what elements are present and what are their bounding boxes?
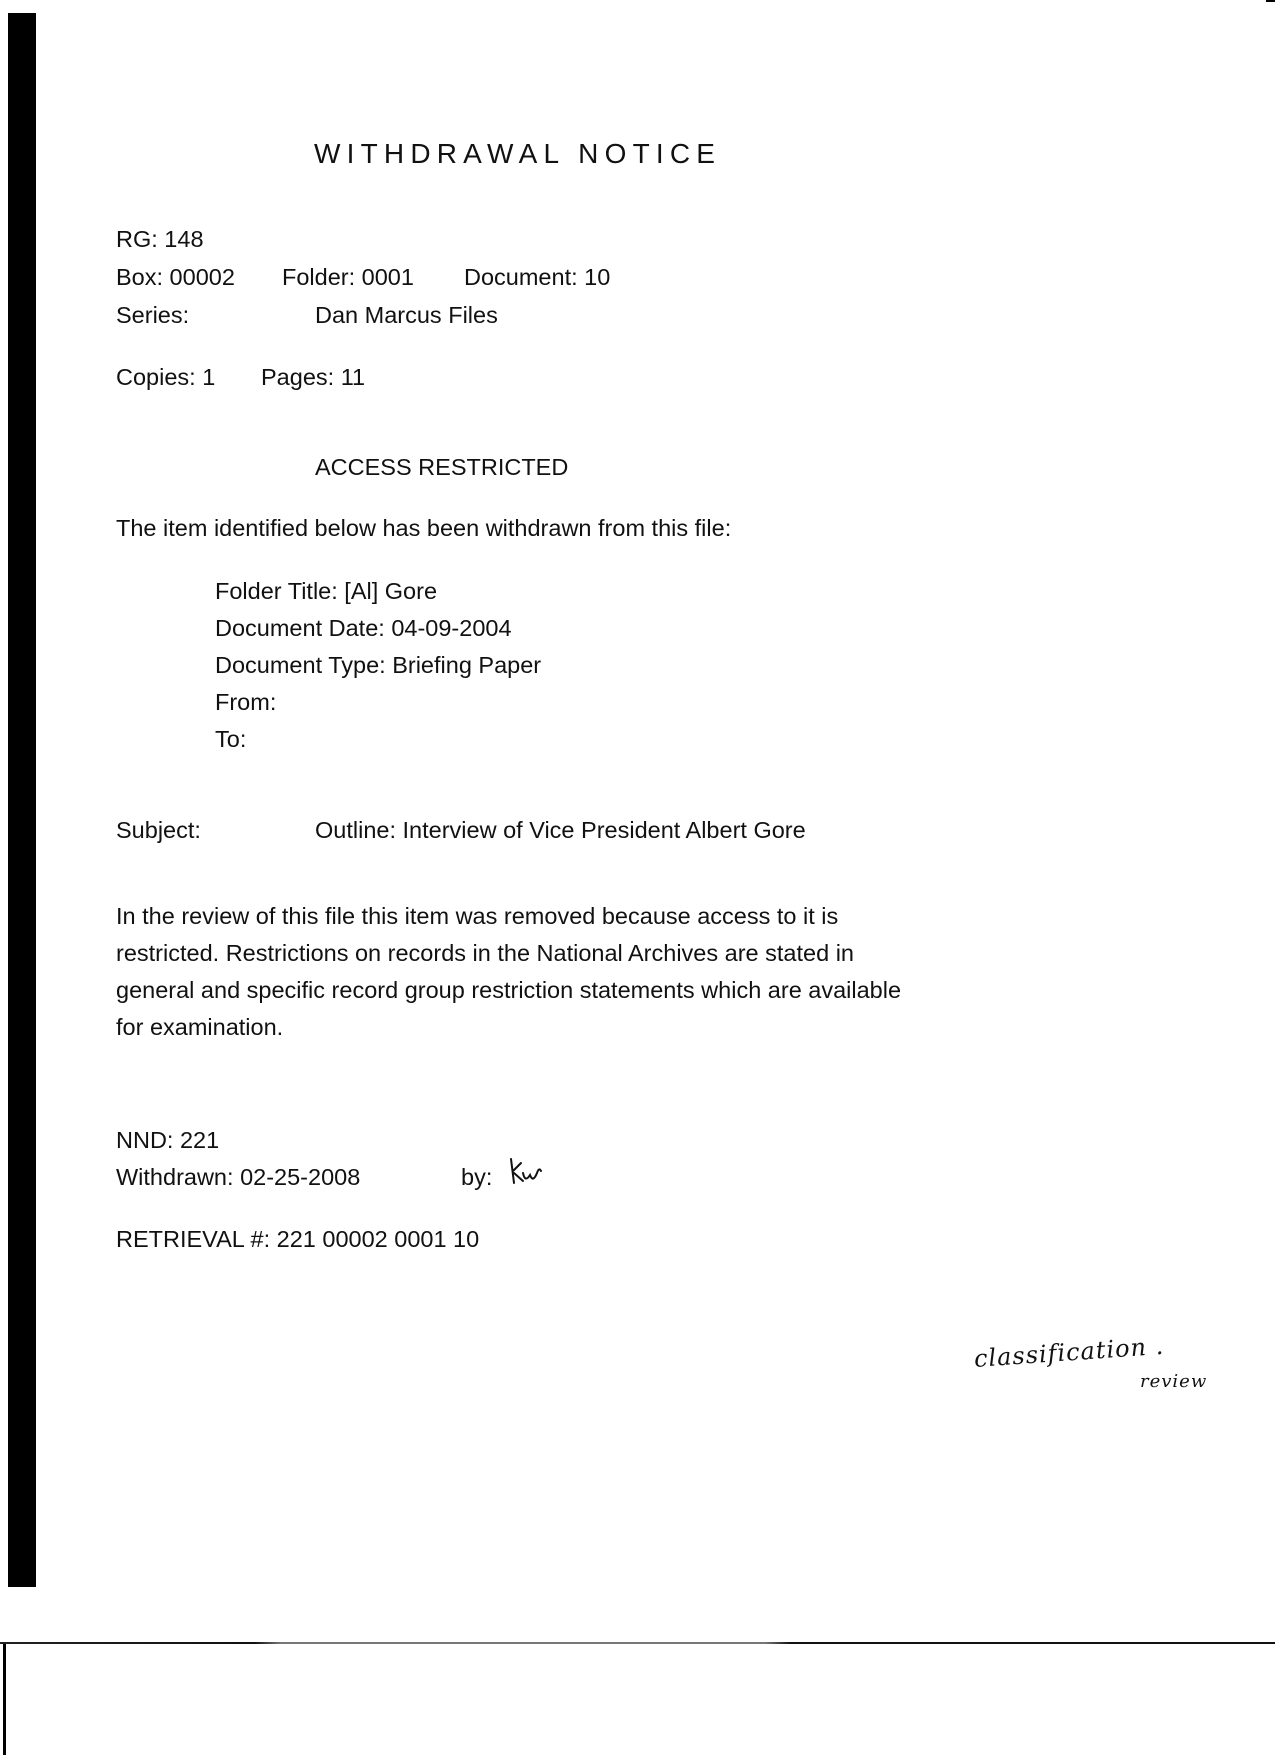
withdrawn-by-label: by: bbox=[461, 1164, 493, 1190]
intro-text: The item identified below has been withdrawn from this file: bbox=[116, 515, 732, 541]
copies-count: Copies: 1 bbox=[116, 364, 216, 390]
document-number: Document: 10 bbox=[464, 264, 611, 290]
explanation-line: general and specific record group restriction statements which are available bbox=[116, 977, 902, 1003]
pages-count: Pages: 11 bbox=[261, 364, 366, 390]
document-type: Document Type: Briefing Paper bbox=[215, 652, 542, 678]
page-title: WITHDRAWAL NOTICE bbox=[314, 138, 722, 169]
annotation-line-1: classification . bbox=[973, 1331, 1166, 1373]
retrieval-number: RETRIEVAL #: 221 00002 0001 10 bbox=[116, 1226, 480, 1252]
annotation-line-2: review bbox=[1140, 1371, 1208, 1392]
subject-label: Subject: bbox=[116, 817, 201, 843]
handwritten-annotation bbox=[973, 1331, 1235, 1405]
from-field: From: bbox=[215, 689, 277, 715]
page-bottom-rule bbox=[0, 1642, 1275, 1644]
to-field: To: bbox=[215, 726, 247, 752]
explanation-line: for examination. bbox=[116, 1014, 284, 1040]
folder-number: Folder: 0001 bbox=[282, 264, 414, 290]
folder-title: Folder Title: [Al] Gore bbox=[215, 578, 438, 604]
series-value: Dan Marcus Files bbox=[315, 302, 498, 328]
explanation-line: In the review of this file this item was removed because access to it is bbox=[116, 903, 839, 929]
withdrawn-date: Withdrawn: 02-25-2008 bbox=[116, 1164, 361, 1190]
document-date: Document Date: 04-09-2004 bbox=[215, 615, 512, 641]
access-restricted-heading: ACCESS RESTRICTED bbox=[315, 454, 569, 480]
series-label: Series: bbox=[116, 302, 190, 328]
box-number: Box: 00002 bbox=[116, 264, 235, 290]
signature-initials-icon bbox=[505, 1157, 555, 1187]
nnd-number: NND: 221 bbox=[116, 1127, 220, 1153]
scan-edge-bar bbox=[8, 13, 36, 1587]
explanation-paragraph bbox=[116, 898, 1016, 1046]
record-group: RG: 148 bbox=[116, 226, 204, 252]
explanation-line: restricted. Restrictions on records in the National Archives are stated in bbox=[116, 940, 854, 966]
subject-value: Outline: Interview of Vice President Albert Gore bbox=[315, 817, 806, 843]
scan-corner-mark bbox=[1266, 0, 1275, 2]
page-bottom-left-edge bbox=[3, 1644, 6, 1755]
